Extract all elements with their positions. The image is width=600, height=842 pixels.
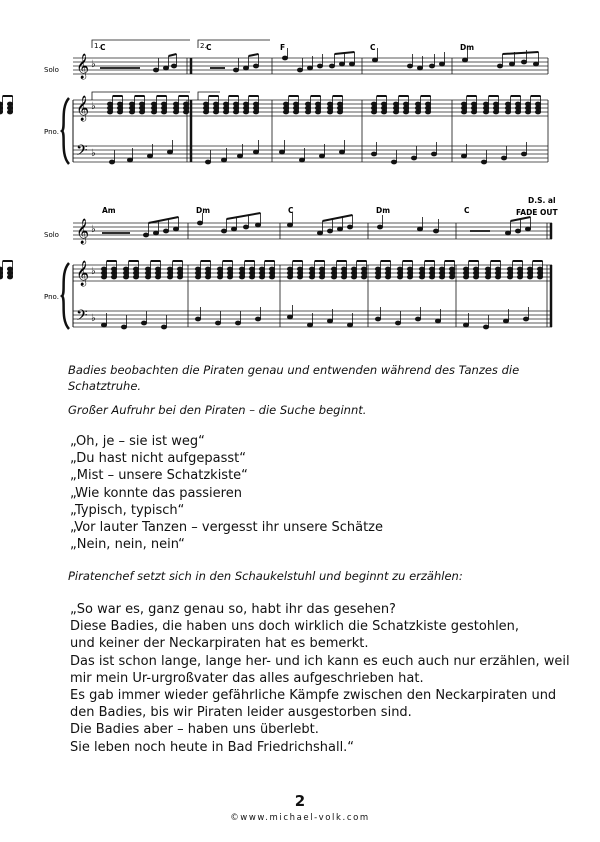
chord-symbol: C bbox=[206, 43, 212, 52]
speech-line: Diese Badies, die haben uns doch wirklich die Schatzkiste gestohlen, bbox=[70, 619, 520, 635]
flat-icon: ♭ bbox=[91, 148, 96, 159]
bass-clef-icon: 𝄢 bbox=[76, 142, 88, 163]
exclamation-line: „Oh, je – sie ist weg“ bbox=[70, 434, 205, 449]
chord-symbol: Dm bbox=[196, 206, 211, 215]
treble-clef-icon: 𝄞 bbox=[76, 219, 90, 244]
flat-icon: ♭ bbox=[91, 224, 96, 235]
bass-clef-icon: 𝄢 bbox=[76, 307, 88, 328]
exclamation-line: „Du hast nicht aufgepasst“ bbox=[70, 451, 246, 467]
speech-line: Sie leben noch heute in Bad Friedrichshall.“ bbox=[70, 739, 355, 755]
speech-line: Das ist schon lange, lange her- und ich kann es euch auch nur erzählen, weil bbox=[70, 653, 570, 669]
stage-direction: Badies beobachten die Piraten genau und entwenden während des Tanzes die Schatztruhe. bbox=[68, 363, 520, 393]
piano-label: Pno. bbox=[44, 128, 59, 136]
speech-line: „So war es, ganz genau so, habt ihr das gesehen? bbox=[70, 602, 396, 617]
solo-melody bbox=[102, 213, 531, 237]
chord-symbol: Dm bbox=[460, 43, 475, 52]
chord-symbol: Am bbox=[102, 206, 116, 215]
exclamation-line: „Wie konnte das passieren bbox=[70, 485, 242, 501]
solo-label: Solo bbox=[44, 66, 59, 74]
solo-label: Solo bbox=[44, 231, 59, 239]
piano-bass-notes bbox=[101, 305, 528, 329]
piano-treble-chords bbox=[0, 96, 13, 114]
piano-brace bbox=[62, 263, 69, 329]
chord-symbol: Dm bbox=[376, 206, 391, 215]
speech-line: Es gab immer wieder gefährliche Kämpfe zwischen den Neckarpiraten und bbox=[70, 688, 557, 704]
chord-symbol: F bbox=[280, 43, 286, 52]
ds-al-label: D.S. al bbox=[528, 196, 556, 205]
piano-bass-staff bbox=[73, 146, 548, 162]
pirate-chief-speech bbox=[70, 601, 590, 756]
exclamation-line: „Nein, nein, nein“ bbox=[70, 537, 185, 553]
flat-icon: ♭ bbox=[91, 59, 96, 70]
treble-clef-icon: 𝄞 bbox=[76, 96, 90, 121]
speech-line: Die Badies aber – haben uns überlebt. bbox=[70, 722, 319, 738]
flat-icon: ♭ bbox=[91, 266, 96, 277]
treble-clef-icon: 𝄞 bbox=[76, 54, 90, 79]
fade-out-label: FADE OUT bbox=[516, 208, 558, 217]
speech-line: den Badies, bis wir Piraten leider ausgestorben sind. bbox=[70, 705, 412, 721]
chord-symbol: C bbox=[464, 206, 470, 215]
flat-icon: ♭ bbox=[91, 313, 96, 324]
treble-clef-icon: 𝄞 bbox=[76, 261, 90, 286]
chord-symbol: C bbox=[100, 43, 106, 52]
exclamation-list bbox=[70, 433, 383, 553]
volta-1-label: 1. bbox=[94, 42, 101, 50]
piano-label: Pno. bbox=[44, 293, 59, 301]
music-system-2 bbox=[0, 195, 600, 345]
piano-bass-notes bbox=[109, 140, 526, 164]
footer-copyright: ©www.michael-volk.com bbox=[230, 813, 370, 823]
exclamation-line: „Typisch, typisch“ bbox=[70, 502, 185, 518]
volta-2-label: 2. bbox=[200, 42, 207, 50]
speech-line: und keiner der Neckarpiraten hat es bemerkt. bbox=[70, 636, 369, 652]
music-system-1 bbox=[0, 28, 600, 178]
volta-1-bracket bbox=[92, 40, 190, 48]
chord-symbol: C bbox=[370, 43, 376, 52]
exclamation-line: „Vor lauter Tanzen – vergesst ihr unsere Schätze bbox=[70, 520, 383, 536]
page-number: 2 bbox=[294, 792, 306, 810]
piano-brace bbox=[62, 98, 69, 164]
stage-direction: Großer Aufruhr bei den Piraten – die Suche beginnt. bbox=[68, 403, 367, 417]
exclamation-line: „Mist – unsere Schatzkiste“ bbox=[70, 468, 248, 484]
chord-symbol: C bbox=[288, 206, 294, 215]
stage-direction: Piratenchef setzt sich in den Schaukelstuhl und beginnt zu erzählen: bbox=[68, 569, 463, 583]
speech-line: mir mein Ur-urgroßvater das alles aufgeschrieben hat. bbox=[70, 670, 424, 686]
flat-icon: ♭ bbox=[91, 101, 96, 112]
